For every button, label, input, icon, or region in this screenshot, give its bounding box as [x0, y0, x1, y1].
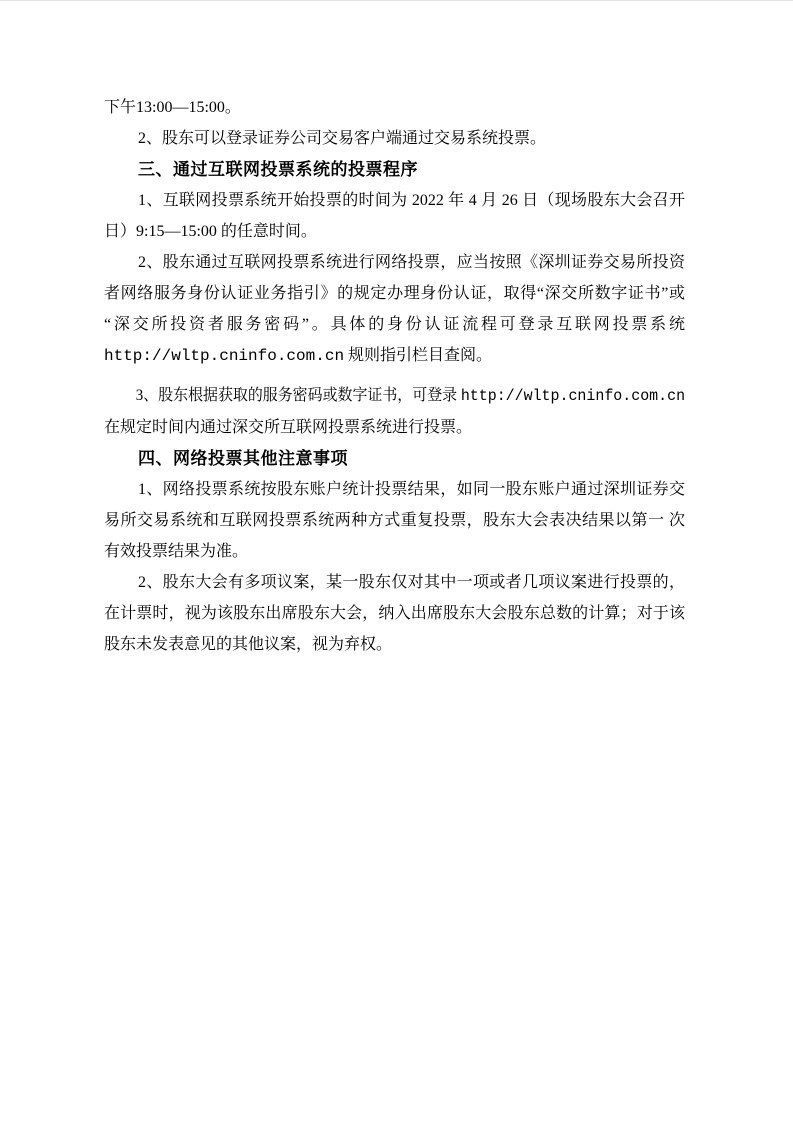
text-run: 有效投票结果为准。 [104, 543, 249, 560]
text-line [104, 380, 686, 412]
text-line [104, 340, 685, 372]
page-top-edge [0, 0, 793, 1]
text-line [104, 567, 685, 598]
url-text: http://wltp.cninfo.com.cn [104, 347, 345, 365]
text-line [104, 412, 685, 443]
section-heading [104, 154, 685, 185]
text-run: 股东未发表意见的其他议案，视为弃权。 [104, 636, 393, 653]
text-run: 者网络服务身份认证业务指引》的规定办理身份认证，取得“深交所数字证书”或 [104, 285, 685, 302]
text-run: 1、网络投票系统按股东账户统计投票结果，如同一股东账户通过深圳证券交 [138, 481, 685, 498]
text-run: 2、股东可以登录证券公司交易客户端通过交易系统投票。 [138, 130, 547, 147]
text-run: 四、网络投票其他注意事项 [138, 449, 348, 468]
text-run: 日）9:15—15:00 的任意时间。 [104, 223, 317, 240]
text-run: 下午13:00—15:00。 [104, 99, 241, 116]
text-run: 2、股东大会有多项议案，某一股东仅对其中一项或者几项议案进行投票的， [138, 574, 685, 591]
text-line [104, 536, 685, 567]
text-run: 3、股东根据获取的服务密码或数字证书，可登录 [135, 387, 461, 404]
text-line [104, 309, 685, 340]
url-text: http://wltp.cninfo.com.cn [460, 387, 686, 405]
text-line [104, 505, 685, 536]
text-line [104, 278, 685, 309]
text-line [104, 92, 685, 123]
text-line [104, 123, 685, 154]
text-run: “深交所投资者服务密码”。具体的身份认证流程可登录互联网投票系统 [104, 316, 685, 333]
text-line [104, 247, 685, 278]
text-line [104, 216, 685, 247]
document-body [104, 92, 685, 660]
text-run: 在计票时，视为该股东出席股东大会，纳入出席股东大会股东总数的计算；对于该 [104, 605, 685, 622]
text-run: 规则指引栏目查阅。 [344, 347, 493, 364]
text-line [104, 185, 685, 216]
text-line [104, 474, 685, 505]
text-run: 易所交易系统和互联网投票系统两种方式重复投票，股东大会表决结果以第一 次 [104, 512, 685, 529]
text-line [104, 598, 685, 629]
section-heading [104, 443, 685, 474]
text-run: 在规定时间内通过深交所互联网投票系统进行投票。 [104, 419, 473, 436]
text-line [104, 629, 685, 660]
text-run: 三、通过互联网投票系统的投票程序 [138, 160, 418, 179]
text-run: 1、互联网投票系统开始投票的时间为 2022 年 4 月 26 日（现场股东大会召开 [138, 192, 685, 209]
text-run: 2、股东通过互联网投票系统进行网络投票，应当按照《深圳证券交易所投资 [138, 254, 685, 271]
